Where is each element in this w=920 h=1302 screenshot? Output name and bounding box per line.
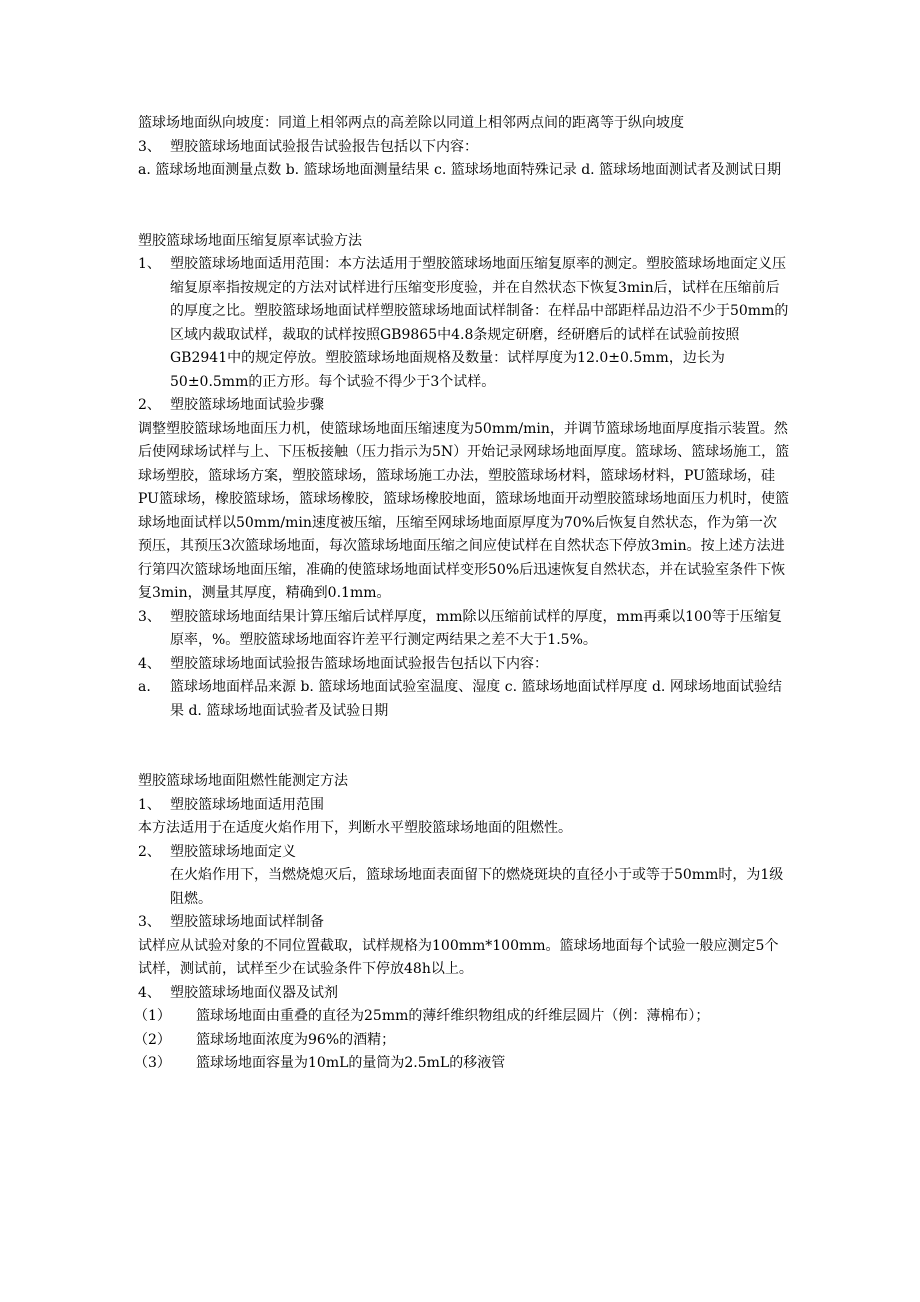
definition-paragraph: 在火焰作用下，当燃烧熄灭后，篮球场地面表面留下的燃烧斑块的直径小于或等于50mm时，为1级阻燃。 (170, 867, 784, 907)
item-number: 3、 (138, 138, 161, 155)
item-number: 3、 (138, 914, 161, 930)
item-text: 塑胶篮球场地面仪器及试剂 (170, 984, 338, 1001)
list-item (138, 136, 790, 160)
item-number: 1、 (138, 256, 161, 272)
sub-item-text: 篮球场地面由重叠的直径为25mm的薄纤维织物组成的纤维层圆片（例：薄棉布）； (196, 1008, 710, 1024)
sub-item-number: （1） (134, 1008, 171, 1024)
item-text: 塑胶篮球场地面试样制备 (170, 914, 324, 930)
sub-item-text: 篮球场地面浓度为96%的酒精； (196, 1031, 396, 1048)
list-item (138, 606, 790, 653)
list-item (138, 394, 790, 418)
report-contents: a. 篮球场地面测量点数 b. 篮球场地面测量结果 c. 篮球场地面特殊记录 d. 篮球场地面测试者及测试日期 (138, 162, 782, 178)
list-item (138, 253, 790, 394)
item-number: 2、 (138, 397, 161, 413)
item-text: 塑胶篮球场地面结果计算压缩后试样厚度，mm除以压缩前试样的厚度，mm再乘以100等于压缩复原率，%。塑胶篮球场地面容许差平行测定两结果之差不大于1.5%。 (170, 608, 782, 648)
list-item (138, 794, 790, 818)
test-procedure-paragraph: 调整塑胶篮球场地面压力机，使篮球场地面压缩速度为50mm/min，并调节篮球场地面厚度指示装置。然后使网球场试样与上、下压板接触（压力指示为5N）开始记录网球场地面厚度。篮球场、篮球场施工，篮球场塑胶，篮球场方案，塑胶篮球场，篮球场施工办法，塑胶篮球场材料，篮球场材料，PU篮球场，硅PU篮球场，橡胶篮球场，篮球场橡胶，篮球场橡胶地面，篮球场地面开动塑胶篮球场地面压力机时，使篮球场地面试样以50mm/min速度被压缩，压缩至网球场地面原厚度为70%后恢复自然状态，作为第一次预压，其预压3次篮球场地面，每次篮球场地面压缩之间应使试样在自然状态下停放3min。按上述方法进行第四次篮球场地面压缩，准确的使篮球场地面试样变形50%后迅速恢复自然状态，并在试验室条件下恢复3min，测量其厚度，精确到0.1mm。 (138, 420, 790, 601)
sub-list-item (134, 1052, 790, 1076)
sub-item-number: （2） (134, 1031, 171, 1048)
item-text: 塑胶篮球场地面试验报告试验报告包括以下内容： (170, 138, 478, 155)
list-item (138, 982, 790, 1006)
sub-list-item (134, 1005, 790, 1029)
item-text: 塑胶篮球场地面定义 (170, 843, 296, 860)
item-text: 塑胶篮球场地面适用范围 (170, 796, 324, 813)
item-number: 4、 (138, 655, 161, 672)
list-item (138, 841, 790, 865)
sample-prep-paragraph: 试样应从试验对象的不同位置截取，试样规格为100mm*100mm。篮球场地面每个试验一般应测定5个试样，测试前，试样至少在试验条件下停放48h以上。 (138, 937, 779, 977)
document-page (134, 112, 790, 1076)
item-number: a. (138, 679, 151, 695)
list-item (138, 676, 790, 723)
item-number: 4、 (138, 984, 161, 1001)
scope-paragraph: 本方法适用于在适度火焰作用下，判断水平塑胶篮球场地面的阻燃性。 (138, 820, 572, 836)
item-text: 塑胶篮球场地面试验报告篮球场地面试验报告包括以下内容： (170, 655, 548, 672)
item-number: 3、 (138, 608, 161, 625)
item-text: 塑胶篮球场地面适用范围：本方法适用于塑胶篮球场地面压缩复原率的测定。塑胶篮球场地面定义压缩复原率指按规定的方法对试样进行压缩变形度验，并在自然状态下恢复3min后，试样在压缩前后的厚度之比。塑胶篮球场地面试样塑胶篮球场地面试样制备：在样品中部距样品边沿不少于50mm的区域内裁取试样，裁取的试样按照GB9865中4.8条规定研磨，经研磨后的试样在试验前按照GB2941中的规定停放。塑胶篮球场地面规格及数量：试样厚度为12.0±0.5mm，边长为50±0.5mm的正方形。每个试验不得少于3个试样。 (170, 256, 789, 390)
item-text: 塑胶篮球场地面试验步骤 (170, 397, 324, 413)
item-number: 1、 (138, 796, 161, 813)
section-title: 塑胶篮球场地面阻燃性能测定方法 (138, 773, 348, 789)
item-text: 篮球场地面样品来源 b. 篮球场地面试验室温度、湿度 c. 篮球场地面试样厚度 d. 网球场地面试验结果 d. 篮球场地面试验者及试验日期 (170, 679, 782, 719)
list-item (138, 653, 790, 677)
slope-definition: 篮球场地面纵向坡度：同道上相邻两点的高差除以同道上相邻两点间的距离等于纵向坡度 (138, 115, 684, 131)
sub-list-item (134, 1029, 790, 1053)
list-item (138, 911, 790, 935)
item-number: 2、 (138, 843, 161, 860)
sub-item-text: 篮球场地面容量为10mL的量筒为2.5mL的移液管 (196, 1055, 506, 1071)
sub-item-number: （3） (134, 1055, 171, 1071)
section-title: 塑胶篮球场地面压缩复原率试验方法 (138, 232, 362, 249)
